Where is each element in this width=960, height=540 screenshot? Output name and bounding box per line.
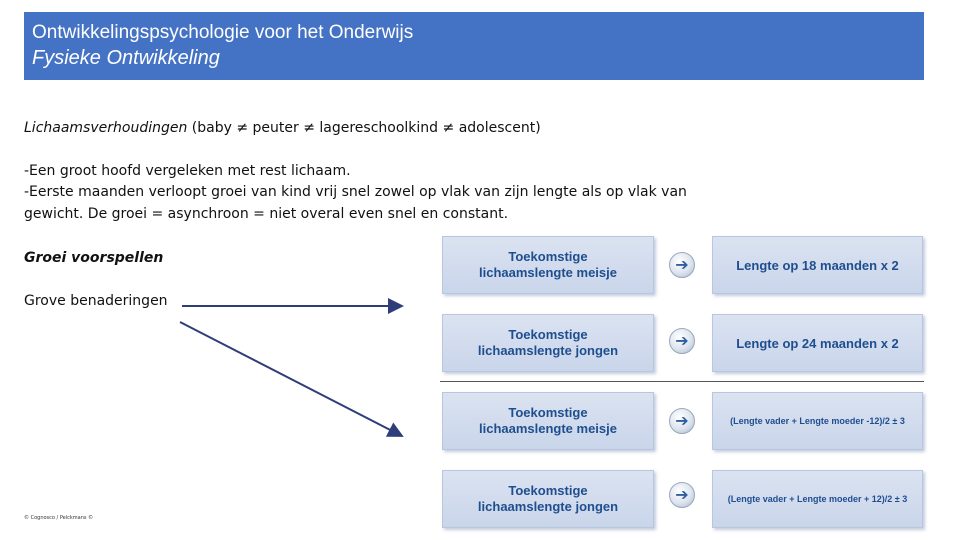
copyright-footer: © Cognosco / Pelckmans ©	[24, 515, 94, 521]
divider	[440, 381, 924, 382]
box-label: Toekomstige	[508, 249, 588, 264]
box-label: Toekomstige	[508, 483, 588, 498]
proportions-detail: (baby ≠ peuter ≠ lagereschoolkind ≠ adolescent)	[187, 120, 541, 136]
box-future-height-boy	[442, 314, 654, 372]
page-title: Ontwikkelingspsychologie voor het Onderwijs	[32, 22, 414, 43]
box-label: Toekomstige	[508, 405, 588, 420]
box-label: lichaamslengte jongen	[477, 499, 619, 514]
arrow-right-icon: ➔	[669, 408, 695, 434]
box-formula-parents-boy: (Lengte vader + Lengte moeder + 12)/2 ± 3	[712, 470, 923, 528]
body-line-head: -Een groot hoofd vergeleken met rest lichaam.	[24, 163, 351, 179]
box-formula-24-months: Lengte op 24 maanden x 2	[712, 314, 923, 372]
arrow-right-icon: ➔	[669, 482, 695, 508]
body-line-proportions	[24, 118, 541, 139]
box-label: lichaamslengte jongen	[477, 343, 619, 358]
box-future-height-boy-parents	[442, 470, 654, 528]
approximations-label: Grove benaderingen	[24, 293, 168, 309]
arrow-right-icon: ➔	[669, 252, 695, 278]
box-label: lichaamslengte meisje	[478, 421, 617, 436]
page-subtitle: Fysieke Ontwikkeling	[32, 47, 220, 69]
box-future-height-girl-parents	[442, 392, 654, 450]
arrow-right-icon: ➔	[669, 328, 695, 354]
pointer-arrow-diagonal	[180, 322, 402, 436]
body-line-growth: -Eerste maanden verloopt groei van kind vrij snel zowel op vlak van zijn lengte als op vlak van	[24, 184, 687, 200]
box-formula-parents-girl: (Lengte vader + Lengte moeder -12)/2 ± 3	[712, 392, 923, 450]
body-line-async: gewicht. De groei = asynchroon = niet overal even snel en constant.	[24, 206, 509, 222]
box-label: lichaamslengte meisje	[478, 265, 617, 280]
box-formula-18-months: Lengte op 18 maanden x 2	[712, 236, 923, 294]
section-heading-growth-prediction: Groei voorspellen	[24, 250, 164, 266]
title-banner	[24, 12, 924, 80]
box-future-height-girl	[442, 236, 654, 294]
proportions-term: Lichaamsverhoudingen	[24, 120, 188, 136]
box-label: Toekomstige	[508, 327, 588, 342]
